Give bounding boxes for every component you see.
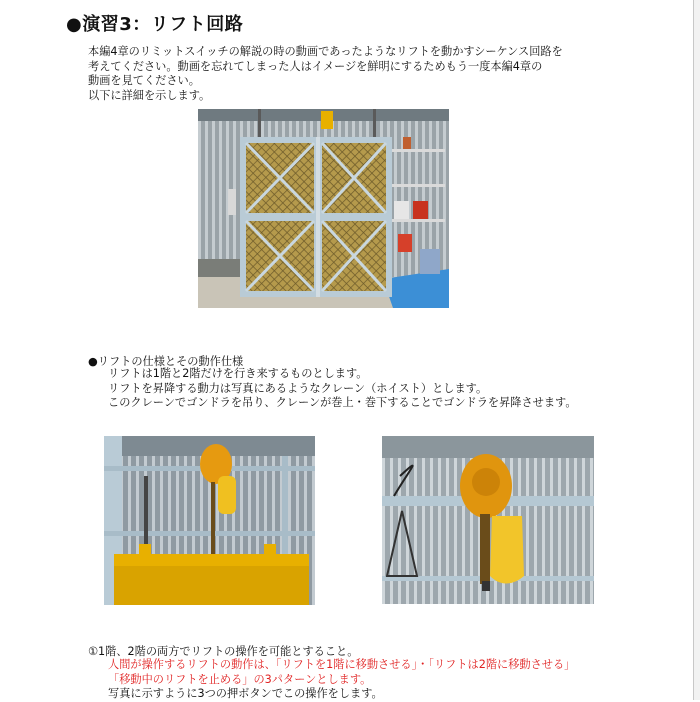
spec-line: リフトを昇降する動力は写真にあるようなクレーン（ホイスト）とします。 bbox=[108, 381, 488, 395]
operation-red-line: 人間が操作するリフトの動作は、「リフトを1階に移動させる」・「リフトは2階に移動させる」 bbox=[108, 658, 576, 671]
spec-line: このクレーンでゴンドラを吊り、クレーンが巻上・巻下することでゴンドラを昇降させます。 bbox=[108, 396, 577, 409]
exercise-title: ●演習3：リフト回路 bbox=[66, 14, 244, 35]
operation-paragraph bbox=[108, 658, 575, 702]
spec-heading: ●リフトの仕様とその動作仕様 bbox=[88, 355, 244, 368]
intro-line: 考えてください。動画を忘れてしまった人はイメージを鮮明にするためもう一度本編4章の bbox=[88, 59, 543, 73]
lift-gate-photo bbox=[198, 109, 449, 308]
intro-paragraph bbox=[88, 45, 563, 103]
operation-heading: ①1階、2階の両方でリフトの操作を可能とすること。 bbox=[88, 645, 359, 658]
spec-paragraph bbox=[108, 367, 577, 411]
intro-line: 動画を見てください。 bbox=[88, 74, 200, 87]
hoist-gondola-photo bbox=[104, 436, 315, 605]
page-margin bbox=[694, 0, 700, 700]
operation-red-line: 「移動中のリフトを止める」の3パターンとします。 bbox=[108, 672, 372, 686]
hoist-closeup-photo bbox=[382, 436, 594, 604]
intro-line: 本編4章のリミットスイッチの解説の時の動画であったようなリフトを動かすシーケンス回路を bbox=[88, 45, 563, 58]
operation-line: 写真に示すように3つの押ボタンでこの操作をします。 bbox=[108, 687, 383, 700]
spec-line: リフトは1階と2階だけを行き来するものとします。 bbox=[108, 367, 368, 380]
page-border bbox=[693, 0, 694, 700]
intro-line: 以下に詳細を示します。 bbox=[88, 88, 211, 102]
